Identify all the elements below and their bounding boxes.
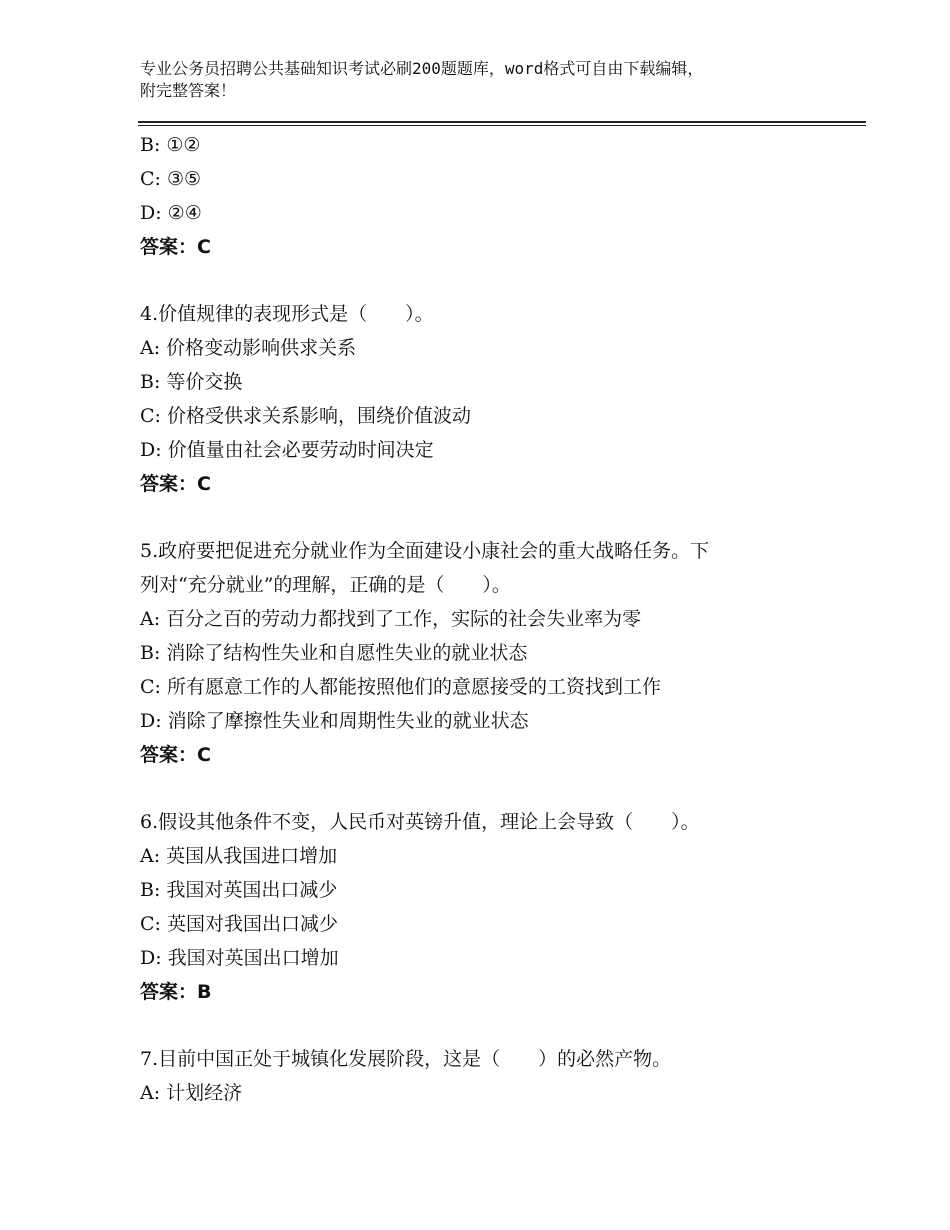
option-b: B: ①② bbox=[140, 134, 201, 156]
question-text: 4.价值规律的表现形式是（ ）。 bbox=[140, 303, 434, 325]
question-text-line-2: 列对“充分就业”的理解，正确的是（ ）。 bbox=[140, 574, 511, 596]
option-c: C: 英国对我国出口减少 bbox=[140, 913, 338, 935]
answer: 答案：C bbox=[140, 744, 211, 766]
question-5 bbox=[140, 534, 840, 772]
spacer bbox=[140, 772, 840, 805]
question-text: 7.目前中国正处于城镇化发展阶段，这是（ ）的必然产物。 bbox=[140, 1048, 672, 1070]
header-line-1: 专业公务员招聘公共基础知识考试必刷200题题库，word格式可自由下载编辑， bbox=[140, 59, 704, 78]
spacer bbox=[140, 264, 840, 297]
spacer bbox=[140, 1009, 840, 1042]
option-a: A: 英国从我国进口增加 bbox=[140, 845, 338, 867]
option-a: A: 百分之百的劳动力都找到了工作，实际的社会失业率为零 bbox=[140, 608, 642, 630]
option-d: D: 我国对英国出口增加 bbox=[140, 947, 339, 969]
answer: 答案：C bbox=[140, 236, 211, 258]
header-divider bbox=[138, 121, 866, 126]
question-3-tail bbox=[140, 128, 840, 264]
option-b: B: 消除了结构性失业和自愿性失业的就业状态 bbox=[140, 642, 528, 664]
option-d: D: 价值量由社会必要劳动时间决定 bbox=[140, 439, 434, 461]
option-c: C: ③⑤ bbox=[140, 168, 202, 190]
answer: 答案：C bbox=[140, 473, 211, 495]
option-c: C: 所有愿意工作的人都能按照他们的意愿接受的工资找到工作 bbox=[140, 676, 661, 698]
question-6 bbox=[140, 805, 840, 1009]
option-b: B: 等价交换 bbox=[140, 371, 243, 393]
question-text-line-1: 5.政府要把促进充分就业作为全面建设小康社会的重大战略任务。下 bbox=[140, 540, 710, 562]
question-7 bbox=[140, 1042, 840, 1110]
document-body bbox=[140, 128, 840, 1110]
header-line-2: 附完整答案！ bbox=[140, 81, 237, 100]
option-d: D: ②④ bbox=[140, 202, 202, 224]
document-header bbox=[140, 58, 820, 102]
option-d: D: 消除了摩擦性失业和周期性失业的就业状态 bbox=[140, 710, 529, 732]
option-c: C: 价格受供求关系影响，围绕价值波动 bbox=[140, 405, 471, 427]
question-4 bbox=[140, 297, 840, 501]
answer: 答案：B bbox=[140, 981, 212, 1003]
question-text: 6.假设其他条件不变，人民币对英镑升值，理论上会导致（ ）。 bbox=[140, 811, 700, 833]
spacer bbox=[140, 501, 840, 534]
option-b: B: 我国对英国出口减少 bbox=[140, 879, 338, 901]
option-a: A: 价格变动影响供求关系 bbox=[140, 337, 357, 359]
option-a: A: 计划经济 bbox=[140, 1082, 243, 1104]
